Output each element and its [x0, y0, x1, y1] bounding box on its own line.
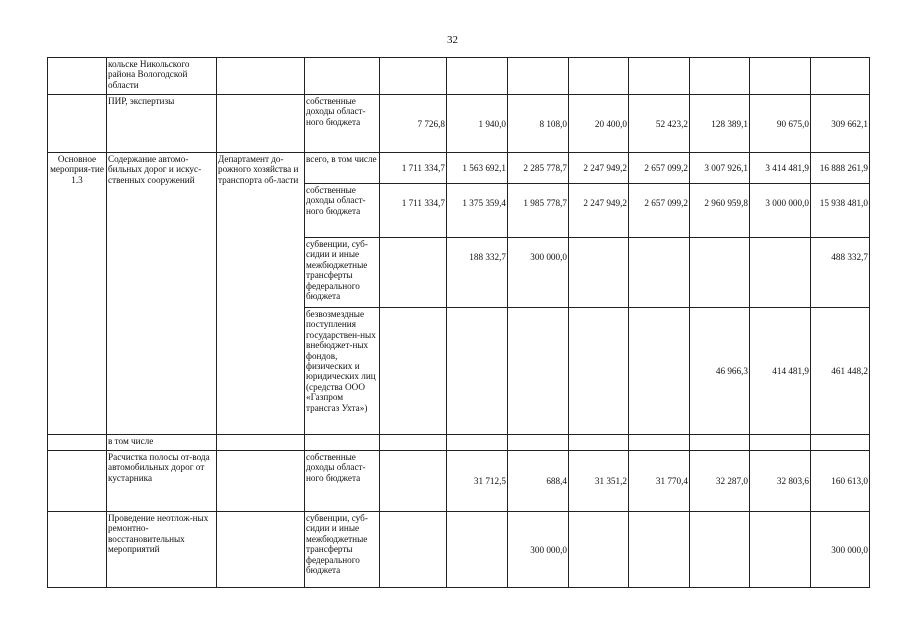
value-cell	[569, 58, 629, 95]
row-cell	[217, 512, 305, 588]
value-cell: 15 938 481,0	[811, 184, 870, 238]
value-cell	[447, 308, 508, 435]
value-cell	[569, 308, 629, 435]
value-cell: 8 108,0	[508, 95, 569, 153]
measure-number-cell: Основное мероприя-тие 1.3	[48, 153, 107, 435]
value-cell: 46 966,3	[690, 308, 750, 435]
measure-name-cell: Содержание автомо-бильных дорог и искус-ственных сооружений	[107, 153, 217, 435]
value-cell: 31 712,5	[447, 451, 508, 512]
value-cell: 3 414 481,9	[750, 153, 811, 184]
executor-cell: Департамент до-рожного хозяйства и транспорта об-ласти	[217, 153, 305, 435]
value-cell: 90 675,0	[750, 95, 811, 153]
value-cell: 1 711 334,7	[380, 184, 447, 238]
value-cell: 688,4	[508, 451, 569, 512]
value-cell	[569, 512, 629, 588]
value-cell: 16 888 261,9	[811, 153, 870, 184]
funding-source-cell: субвенции, суб-сидии и иные межбюджетные трансферты федерального бюджета	[305, 238, 380, 308]
value-cell: 1 985 778,7	[508, 184, 569, 238]
value-cell	[447, 512, 508, 588]
value-cell: 1 940,0	[447, 95, 508, 153]
funding-source-cell: собственные доходы област-ного бюджета	[305, 184, 380, 238]
value-cell: 414 481,9	[750, 308, 811, 435]
value-cell: 160 613,0	[811, 451, 870, 512]
value-cell: 300 000,0	[811, 512, 870, 588]
row-cell	[217, 451, 305, 512]
measure-name-cell: Проведение неотлож-ных ремонтно-восстановительных мероприятий	[107, 512, 217, 588]
row-cell	[48, 95, 107, 153]
measure-name-cell: в том числе	[107, 435, 217, 451]
table-row	[48, 58, 870, 95]
value-cell: 32 803,6	[750, 451, 811, 512]
funding-source-cell: собственные доходы област-ного бюджета	[305, 451, 380, 512]
value-cell	[629, 58, 690, 95]
value-cell	[508, 308, 569, 435]
row-cell	[217, 58, 305, 95]
table-row	[48, 435, 870, 451]
value-cell	[750, 512, 811, 588]
budget-table	[47, 57, 870, 588]
value-cell: 300 000,0	[508, 238, 569, 308]
value-cell	[380, 238, 447, 308]
table-row	[48, 512, 870, 588]
funding-source-cell: собственные доходы област-ного бюджета	[305, 95, 380, 153]
row-cell	[305, 58, 380, 95]
table-row	[48, 153, 870, 184]
value-cell: 3 007 926,1	[690, 153, 750, 184]
value-cell: 1 375 359,4	[447, 184, 508, 238]
funding-source-cell: всего, в том числе	[305, 153, 380, 184]
funding-source-cell: субвенции, суб-сидии и иные межбюджетные трансферты федерального бюджета	[305, 512, 380, 588]
value-cell	[690, 58, 750, 95]
value-cell: 2 657 099,2	[629, 153, 690, 184]
value-cell	[750, 435, 811, 451]
value-cell: 1 563 692,1	[447, 153, 508, 184]
value-cell: 2 960 959,8	[690, 184, 750, 238]
value-cell	[380, 435, 447, 451]
value-cell: 2 657 099,2	[629, 184, 690, 238]
value-cell	[569, 238, 629, 308]
value-cell	[447, 58, 508, 95]
value-cell	[690, 435, 750, 451]
row-cell	[48, 58, 107, 95]
value-cell: 1 711 334,7	[380, 153, 447, 184]
row-cell	[48, 512, 107, 588]
value-cell: 2 285 778,7	[508, 153, 569, 184]
row-cell	[48, 451, 107, 512]
measure-name-cell: Расчистка полосы от-вода автомобильных дорог от кустарника	[107, 451, 217, 512]
value-cell: 300 000,0	[508, 512, 569, 588]
value-cell: 128 389,1	[690, 95, 750, 153]
value-cell: 309 662,1	[811, 95, 870, 153]
value-cell	[811, 58, 870, 95]
value-cell	[629, 512, 690, 588]
value-cell	[629, 238, 690, 308]
value-cell: 31 770,4	[629, 451, 690, 512]
value-cell	[380, 308, 447, 435]
page-number: 32	[447, 34, 458, 46]
row-cell	[48, 435, 107, 451]
value-cell: 7 726,8	[380, 95, 447, 153]
value-cell	[447, 435, 508, 451]
value-cell: 188 332,7	[447, 238, 508, 308]
value-cell: 461 448,2	[811, 308, 870, 435]
value-cell	[629, 435, 690, 451]
value-cell: 31 351,2	[569, 451, 629, 512]
value-cell: 3 000 000,0	[750, 184, 811, 238]
value-cell: 2 247 949,2	[569, 184, 629, 238]
value-cell	[380, 451, 447, 512]
value-cell: 20 400,0	[569, 95, 629, 153]
value-cell: 488 332,7	[811, 238, 870, 308]
value-cell	[811, 435, 870, 451]
value-cell: 32 287,0	[690, 451, 750, 512]
measure-name-cell: кольске Никольского района Вологодской области	[107, 58, 217, 95]
funding-source-cell: безвозмездные поступления государствен-ных внебюджет-ных фондов, физических и юридических лиц (средства ООО «Газпром трансгаз Ухта»)	[305, 308, 380, 435]
value-cell	[380, 58, 447, 95]
value-cell	[508, 435, 569, 451]
value-cell: 2 247 949,2	[569, 153, 629, 184]
value-cell	[690, 512, 750, 588]
value-cell	[629, 308, 690, 435]
value-cell	[380, 512, 447, 588]
value-cell	[508, 58, 569, 95]
value-cell	[750, 58, 811, 95]
table-row	[48, 451, 870, 512]
row-cell	[217, 435, 305, 451]
value-cell: 52 423,2	[629, 95, 690, 153]
value-cell	[690, 238, 750, 308]
row-cell	[217, 95, 305, 153]
value-cell	[750, 238, 811, 308]
table-row	[48, 95, 870, 153]
value-cell	[569, 435, 629, 451]
row-cell	[305, 435, 380, 451]
measure-name-cell: ПИР, экспертизы	[107, 95, 217, 153]
